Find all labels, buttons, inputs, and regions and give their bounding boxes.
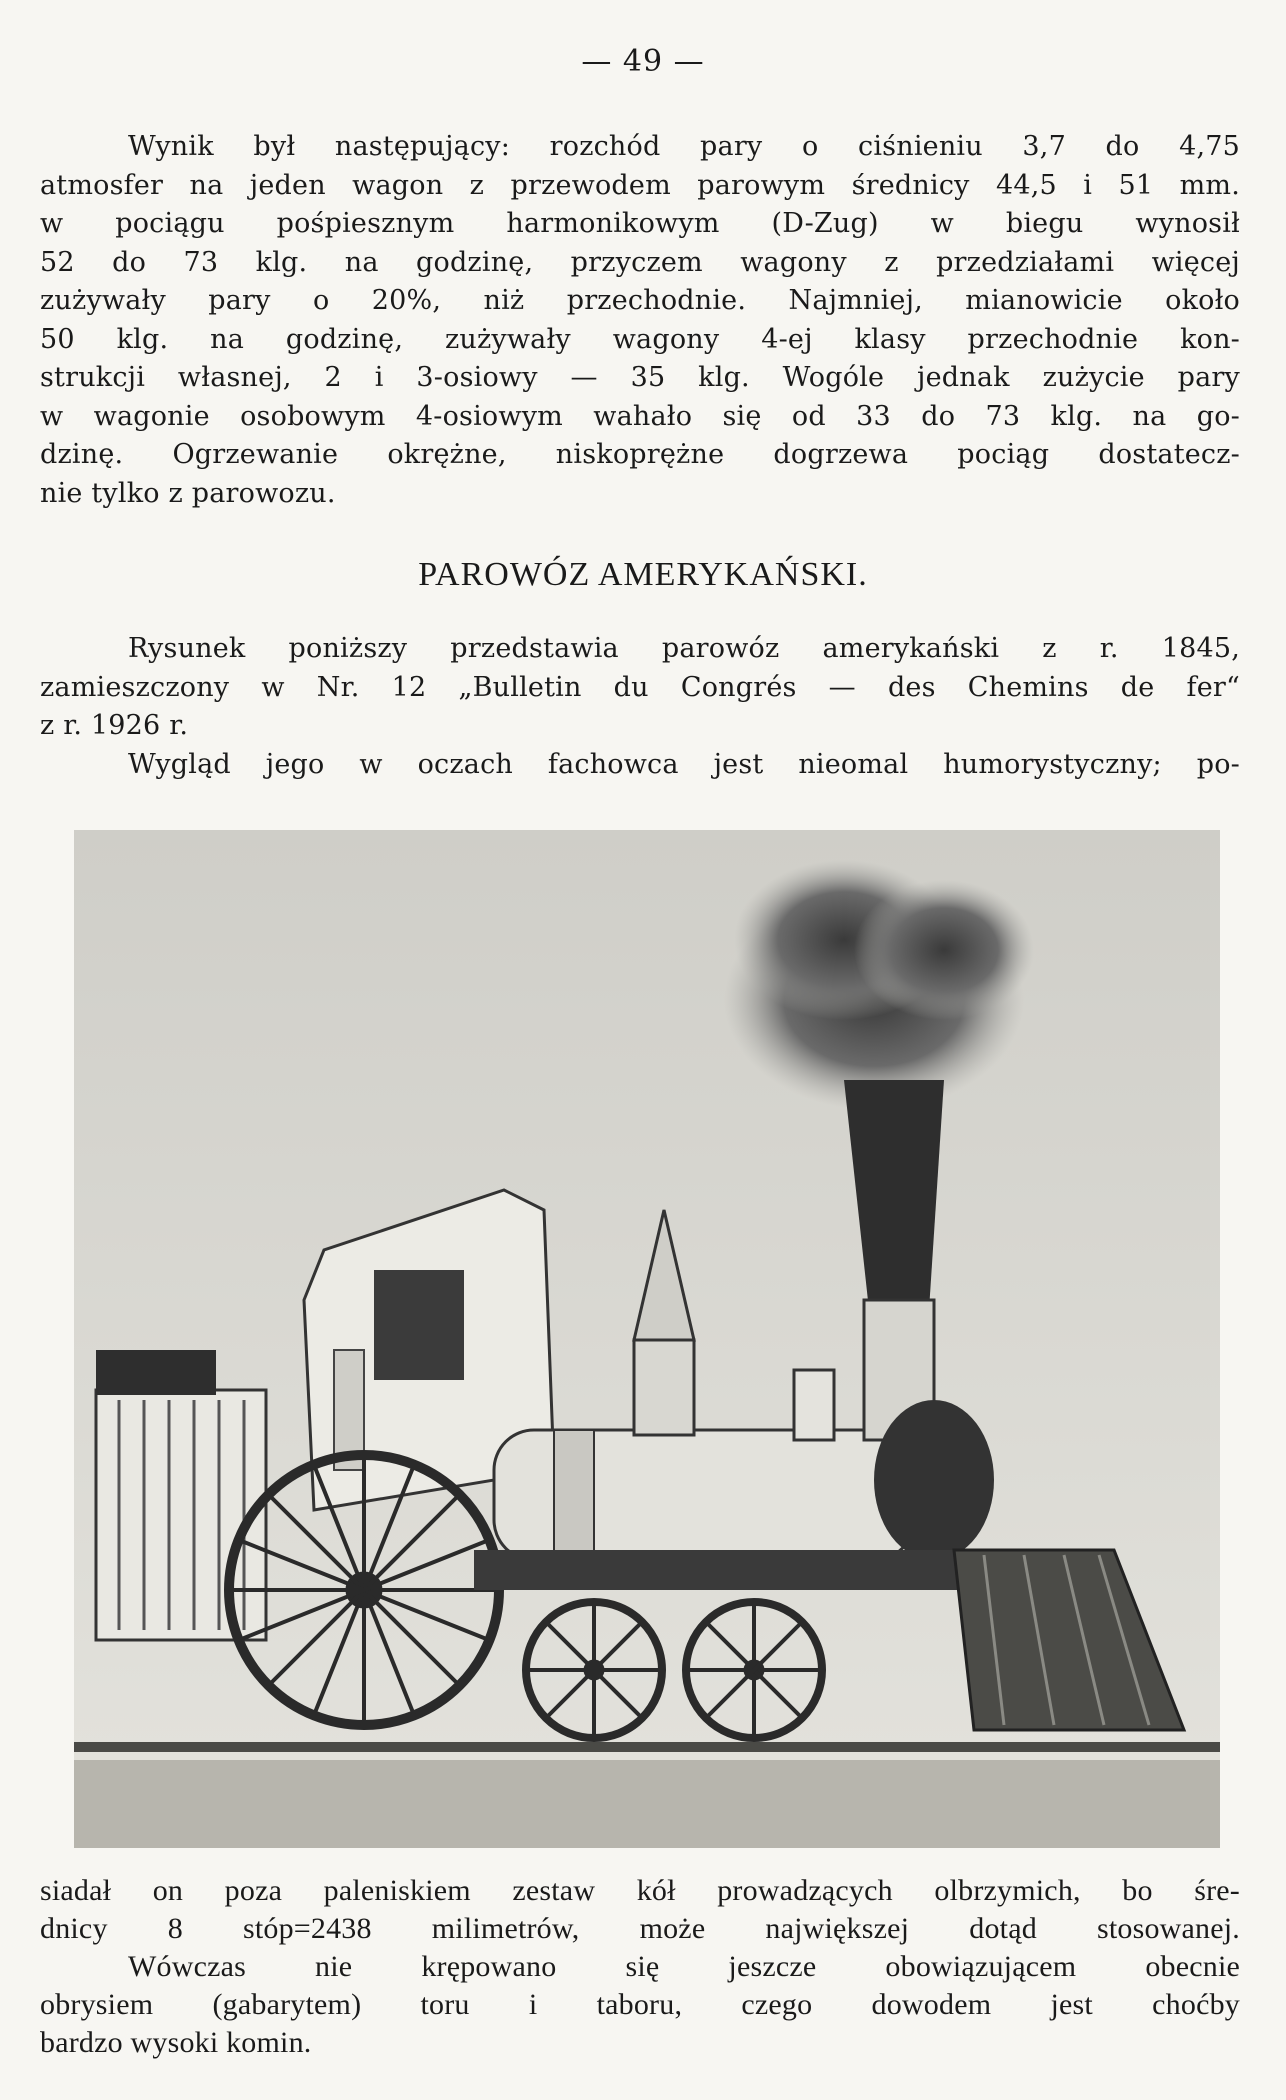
text-line: w wagonie osobowym 4-osiowym wahało się od 33 do 73 klg. na go-: [40, 400, 1240, 432]
text-line: Wówczas nie krępowano się jeszcze obowiązującem obecnie: [128, 1950, 1240, 1983]
section-heading: PAROWÓZ AMERYKAŃSKI.: [418, 556, 868, 593]
text-line: 52 do 73 klg. na godzinę, przyczem wagony z przedziałami więcej: [40, 246, 1240, 278]
page-number: — 49 —: [581, 44, 705, 79]
text-line: dzinę. Ogrzewanie okrężne, niskoprężne dogrzewa pociąg dostatecz-: [40, 439, 1240, 470]
rail: [74, 1742, 1220, 1752]
text-line: Rysunek poniższy przedstawia parowóz amerykański z r. 1845,: [128, 633, 1240, 664]
paragraph-locomotive-intro: [40, 630, 1240, 784]
tender: [96, 1350, 266, 1640]
text-line: Wygląd jego w oczach fachowca jest nieomal humorystyczny; po-: [128, 748, 1240, 780]
text-line: Wynik był następujący: rozchód pary o ciśnieniu 3,7 do 4,75: [128, 131, 1240, 162]
text-line: dnicy 8 stóp=2438 milimetrów, może największej dotąd stosowanej.: [40, 1912, 1240, 1945]
frame: [474, 1550, 1014, 1590]
driving-wheel: [229, 1455, 499, 1725]
locomotive-photo: [74, 830, 1220, 1848]
text-line: strukcji własnej, 2 i 3-osiowy — 35 klg. Wogóle jednak zużycie pary: [40, 362, 1240, 393]
text-line: zamieszczony w Nr. 12 „Bulletin du Congrés — des Chemins de fer“: [40, 671, 1240, 703]
text-line: 50 klg. na godzinę, zużywały wagony 4-ej klasy przechodnie kon-: [40, 323, 1240, 355]
locomotive-illustration: [74, 830, 1220, 1848]
text-line: siadał on poza paleniskiem zestaw kół prowadzących olbrzymich, bo śre-: [40, 1874, 1240, 1907]
text-line: zużywały pary o 20%, niż przechodnie. Najmniej, mianowicie około: [40, 285, 1240, 316]
ground: [74, 1760, 1220, 1848]
paragraph-wheel-description: [40, 1872, 1240, 2062]
text-line: bardzo wysoki komin.: [40, 2026, 312, 2059]
text-line: z r. 1926 r.: [40, 710, 189, 741]
text-line: obrysiem (gabarytem) toru i taboru, czego dowodem jest choćby: [40, 1988, 1240, 2021]
text-line: atmosfer na jeden wagon z przewodem parowym średnicy 44,5 i 51 mm.: [40, 169, 1240, 201]
text-line: w pociągu pośpiesznym harmonikowym (D-Zug) w biegu wynosił: [40, 208, 1240, 239]
text-line: nie tylko z parowozu.: [40, 477, 336, 509]
paragraph-steam-consumption: [40, 128, 1240, 513]
